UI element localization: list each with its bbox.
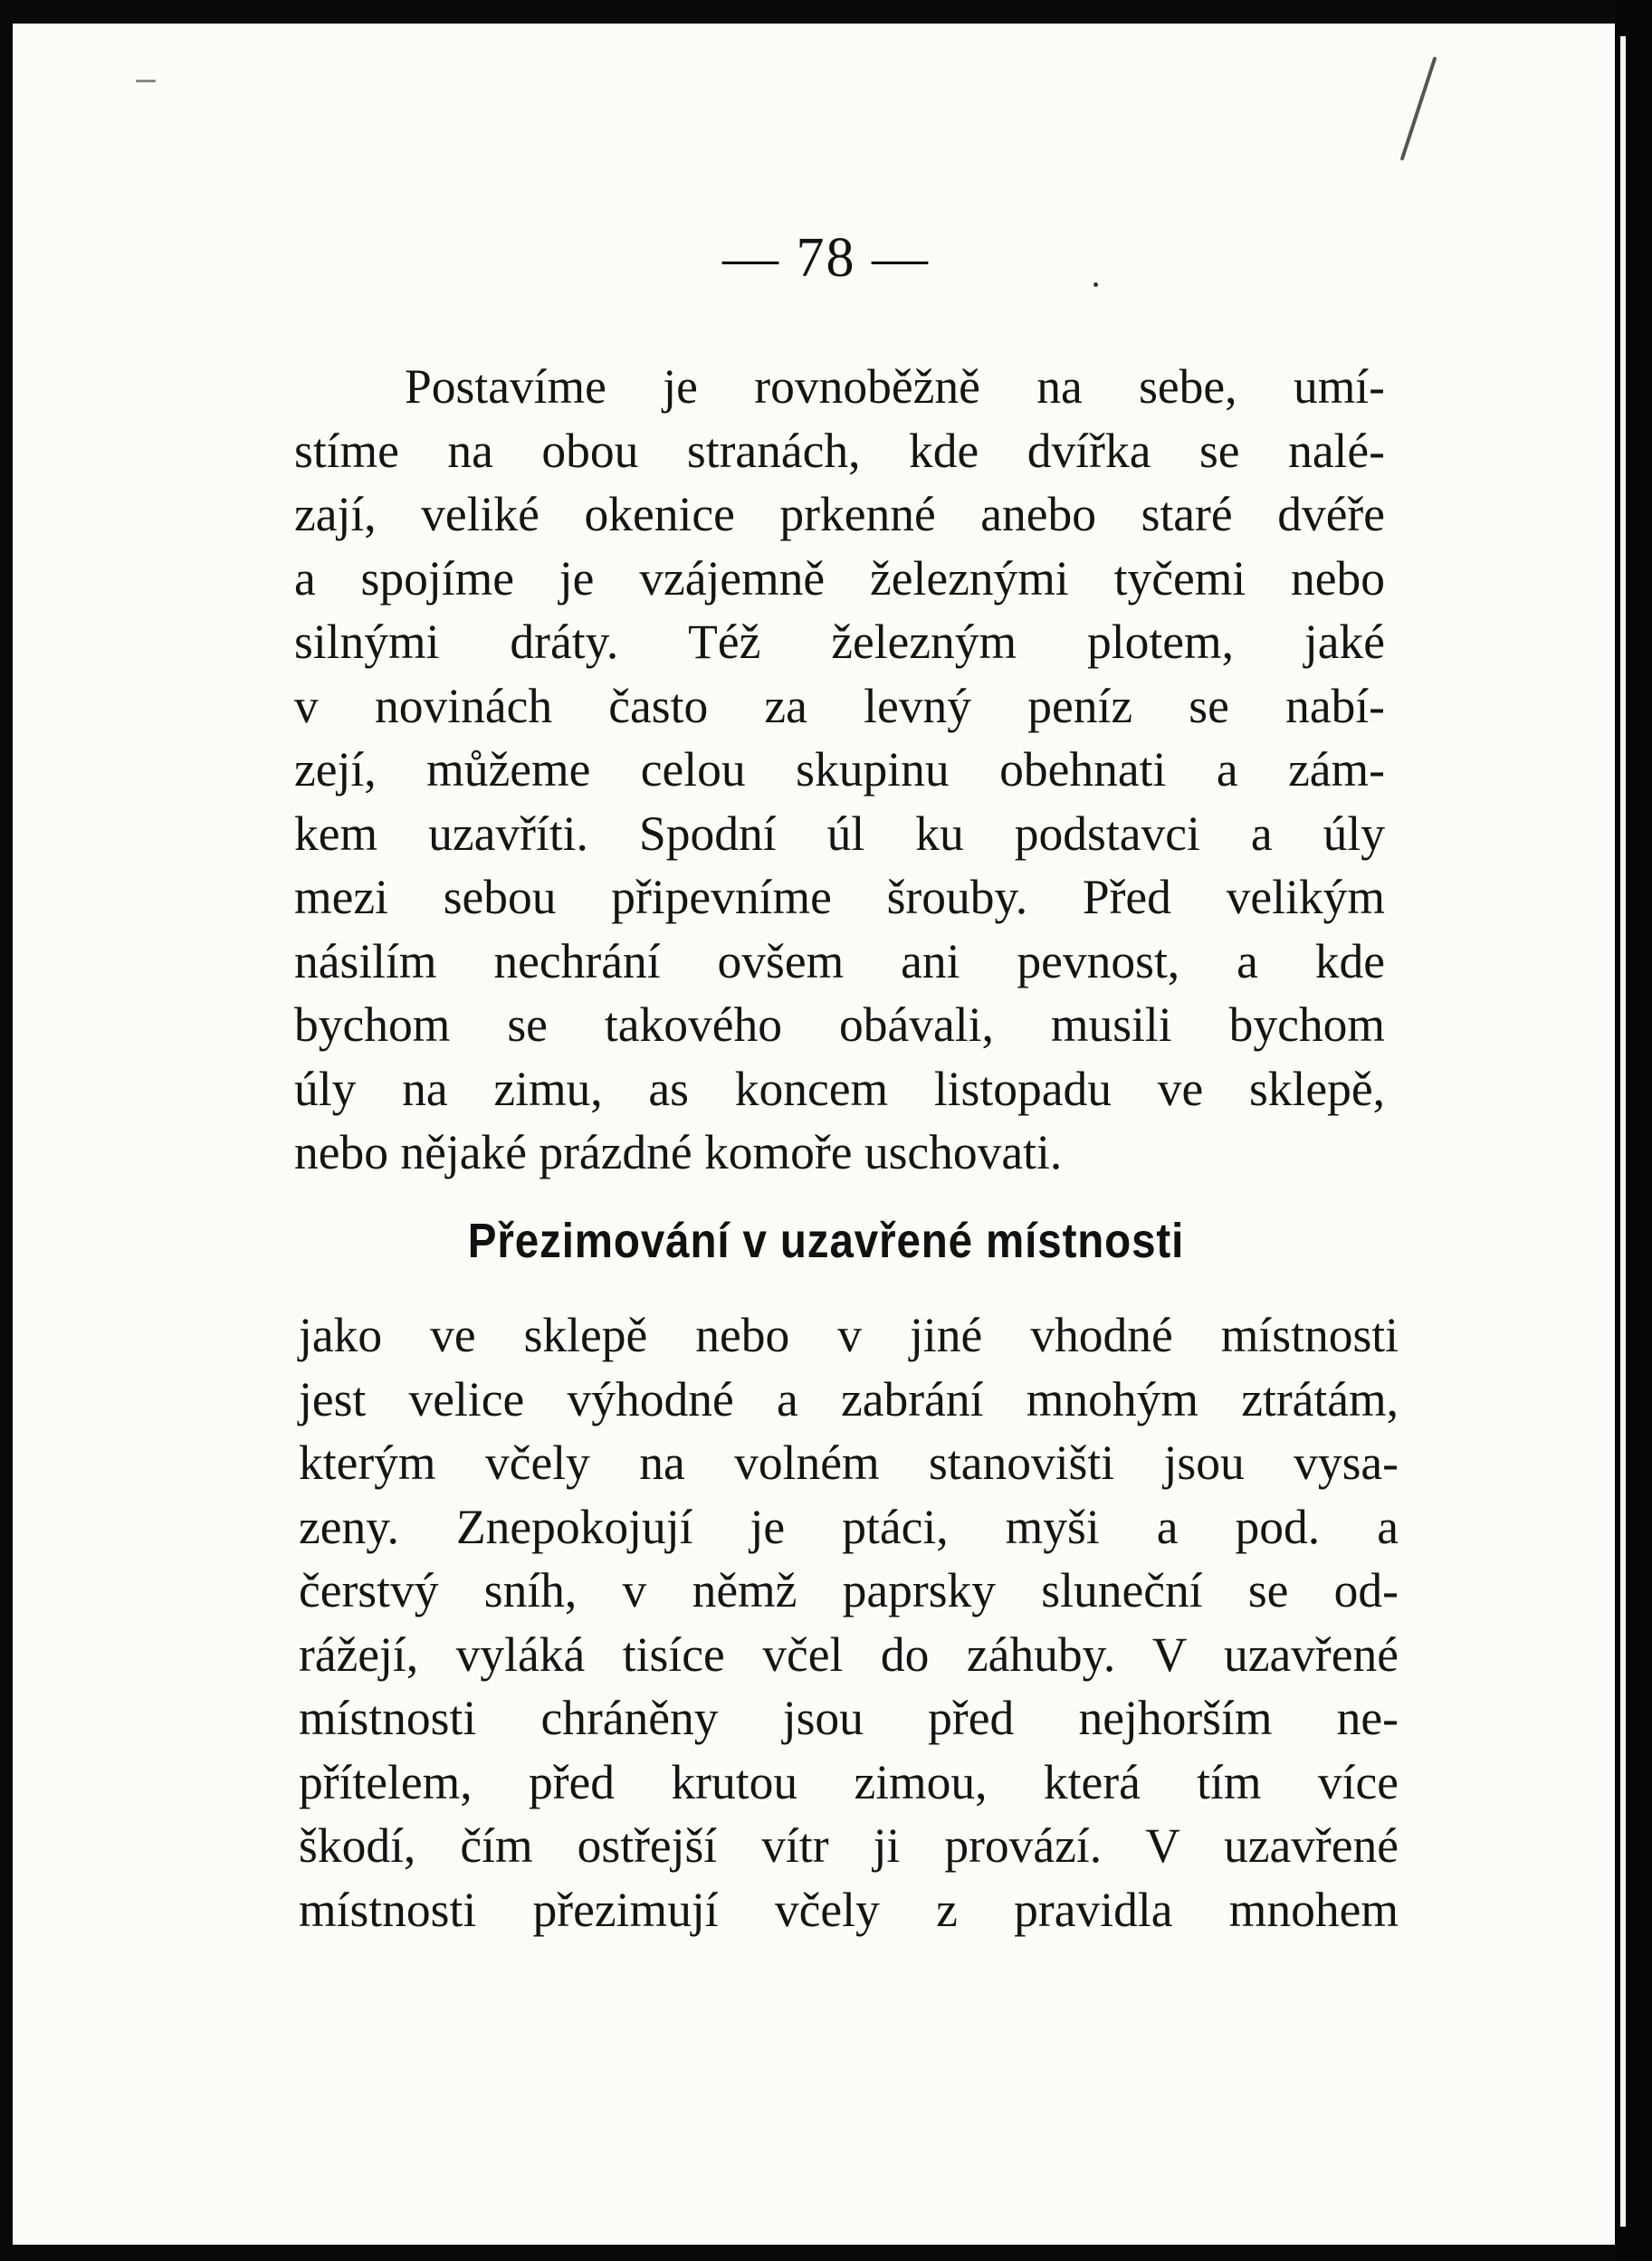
text-line: v novinách často za levný peníz se nabí- [294,678,1385,733]
text-line: kterým včely na volném stanovišti jsou vysa- [299,1436,1399,1490]
text-line: přítelem, před krutou zimou, která tím více [299,1754,1399,1809]
text-line: rážejí, vyláká tisíce včel do záhuby. V uzavřené [299,1627,1399,1682]
text-line: úly na zimu, as koncem listopadu ve sklepě, [294,1061,1385,1116]
text-line: zají, veliké okenice prkenné anebo staré dvéře [294,487,1385,541]
text-line: čerstvý sníh, v němž paprsky sluneční se od- [299,1563,1399,1617]
paragraph-2 [299,1303,1399,1941]
text-line: a spojíme je vzájemně železnými tyčemi nebo [294,550,1385,606]
paragraph-1 [294,355,1385,1185]
text-line: místnosti chráněny jsou před nejhorším ne- [299,1691,1399,1745]
text-line: kem uzavříti. Spodní úl ku podstavci a úly [294,806,1385,861]
text-line: zejí, můžeme celou skupinu obehnati a zám- [294,742,1385,797]
text-line: jako ve sklepě nebo v jiné vhodné místnosti [299,1308,1399,1362]
text-line: škodí, čím ostřejší vítr ji provází. V uzavřené [299,1818,1399,1873]
text-line: stíme na obou stranách, kde dvířka se nalé- [294,423,1385,478]
page-number: — 78 — [722,227,930,289]
text-line: mezi sebou připevníme šrouby. Před velikým [294,870,1385,924]
text-line: silnými dráty. Též železným plotem, jaké [294,615,1385,669]
text-line: zeny. Znepokojují je ptáci, myši a pod. a [299,1499,1399,1554]
section-heading: Přezimování v uzavřené místnosti [467,1214,1185,1268]
next-page-edge [1620,36,1626,2227]
text-line: místnosti přezimují včely z pravidla mnohem [299,1882,1399,1937]
text-line: nebo nějaké prázdné komoře uschovati. [294,1125,1063,1179]
text-line: Postavíme je rovnoběžně na sebe, umí- [405,359,1385,414]
text-line: jest velice výhodné a zabrání mnohým ztrátám, [299,1371,1399,1426]
scan-speck [136,80,156,82]
text-line: bychom se takového obávali, musili bychom [294,997,1385,1052]
text-line: násilím nechrání ovšem ani pevnost, a kde [294,933,1385,988]
